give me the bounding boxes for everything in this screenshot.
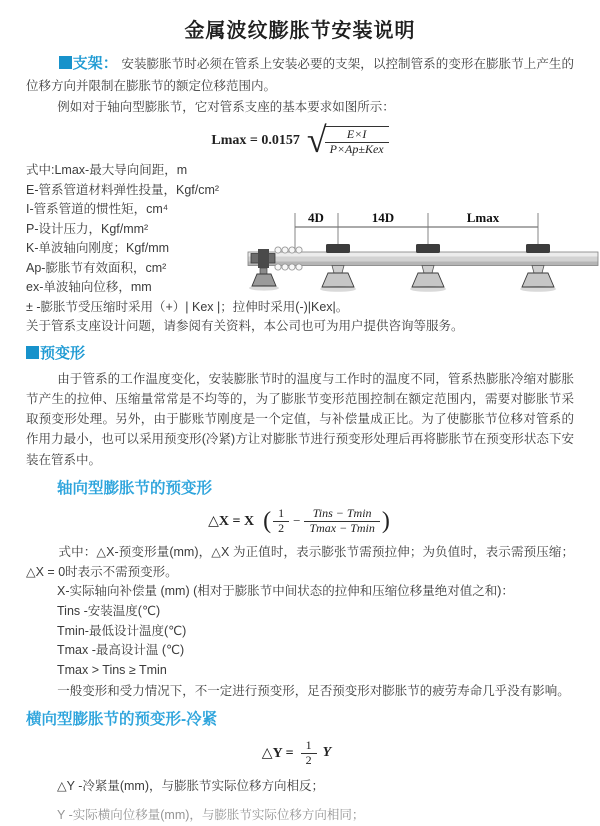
definition-line: Tmax > Tins ≥ Tmin [57,663,167,678]
lateral-subheader: 横向型膨胀节的预变形-冷紧 [26,711,218,729]
predeform-paragraph: 由于管系的工作温度变化，安装膨胀节时的温度与工作时的温度不同，管系热膨胀冷缩对膨胀节产生的拉伸、压缩量常常是不均等的，为了膨胀节变形范围控制在额定范围内，需要对膨胀节采取预变形处理。另外，由于膨账节刚度是一个定值，与补偿量成正比。为了使膨胀节位移对管系的作用力最小，也可以采用预变形(冷紧)方让对膨胀节进行预变形处理后再将膨胀节在预变形状态下安装在管系中。 [26,371,574,467]
definition-line: Tins -安装温度(℃) [57,603,161,618]
definition-line: X-实际轴向补偿量 (mm) (相对于膨胀节中间状态的拉伸和压缩位移量绝对值之和)： [57,584,514,599]
axial-note-line: 一般变形和受力情况下，不一定进行预变形，足否预变形对膨胀节的疲劳寿命几乎没有影响。 [57,683,570,698]
definition-line: △Y -冷紧量(mm)，与膨胀节实际位移方向相反； [57,778,325,793]
definition-line: P-设计压力，Kgf/mm² [26,221,149,236]
formula-lmax-lhs: Lmax = 0.0157 [211,133,300,149]
fraction-denominator: 2 [273,521,289,536]
dim-label-4d: 4D [308,210,324,225]
guide-support [520,244,556,292]
predeform-section-header [26,345,85,362]
axial-explain-paragraph: 式中：△X-预变形量(mm)，△X 为正值时，表示膨张节需预拉伸；为负值时，表示需预压缩；△X = 0时表示不需预变形。 [26,544,574,579]
plus-minus-note: ± -膨胀节受压缩时采用（+）| Kex |；拉伸时采用(-)|Kex|。 [26,299,349,314]
support-intro-text: 安装膨胀节时必须在管系上安装必要的支架，以控制管系的变形在膨胀节上产生的位移方向并限制在膨胀节的额定位移范围内。 [26,57,574,94]
formula-lmax-fraction [325,128,389,157]
fraction-denominator: 2 [301,753,317,768]
formula-delta-x [26,507,574,536]
fraction-numerator: 1 [278,505,285,520]
document-content [0,52,600,823]
dim-label-14d: 14D [371,210,395,225]
minus-operator: − [293,513,301,529]
square-root [306,119,389,160]
formula-dx-lhs: △X = X [208,513,255,529]
dim-label-lmax: Lmax [466,210,500,225]
support-intro-paragraph [26,52,574,97]
definition-line: Ap-膨胀节有效面积，cm² [26,260,167,275]
fraction-numerator: Tins − Tmin [312,505,372,520]
pipe-mid [248,257,598,262]
fraction-denominator: P×Ap±Kex [325,142,389,157]
definition-line: I-管系管道的惯性矩，cm⁴ [26,202,169,217]
guide-support [320,244,356,292]
support-section-header [59,55,118,72]
blue-square-marker-icon [26,346,39,359]
temperature-fraction [304,507,379,536]
close-paren: ) [381,508,390,535]
formula-lmax [26,119,574,160]
pipe-support-diagram [248,206,598,302]
axial-subheader: 轴向型膨胀节的预变形 [57,479,213,497]
support-example-line: 例如对于轴向型膨胀节，它对管系支座的基本要求如图所示： [57,99,395,114]
axial-definition-list [26,582,574,681]
page-title: 金属波纹膨胀节安装说明 [184,20,416,42]
clipped-bottom-line-wrapper [26,806,574,823]
blue-square-marker-icon [59,56,72,69]
anchor-support [249,249,279,291]
guide-support [410,244,446,292]
definition-line: Tmax -最高设计温 (℃) [57,643,185,658]
definition-line: 式中:Lmax-最大导向间距，m [26,163,188,178]
predeform-header-label: 预变形 [40,345,86,363]
definition-line: K-单波轴向刚度；Kgf/mm [26,241,170,256]
document-page [0,14,600,823]
fraction-numerator: E×I [346,126,367,141]
fraction-numerator: 1 [305,738,312,753]
radicand [325,126,389,157]
fraction-denominator: Tmax − Tmin [304,521,379,536]
predeform-section-header-line [26,342,574,366]
one-half-fraction [301,739,317,768]
one-half-fraction [273,507,289,536]
consult-note: 关于管系支座设计问题，请参阅有关资料，本公司也可为用户提供咨询等服务。 [26,319,464,334]
radical-sign: √ [306,119,327,160]
formula-dy-lhs: △Y = [261,745,294,761]
clipped-line: Y -实际横向位移量(mm)，与膨胀节实际位移方向相同； [57,808,365,823]
support-header-label: 支架： [72,55,118,72]
formula-dy-rhs: Y [322,745,332,761]
definition-line: E-管系管道材料弹性投量，Kgf/cm² [26,182,220,197]
definition-line: ex-单波轴向位移，mm [26,280,152,295]
lateral-definition-list [26,777,574,797]
definition-line: Tmin-最低设计温度(℃) [57,623,187,638]
formula-delta-y [26,739,574,768]
pipe-support-diagram-svg [248,206,598,302]
open-paren: ( [263,508,272,535]
